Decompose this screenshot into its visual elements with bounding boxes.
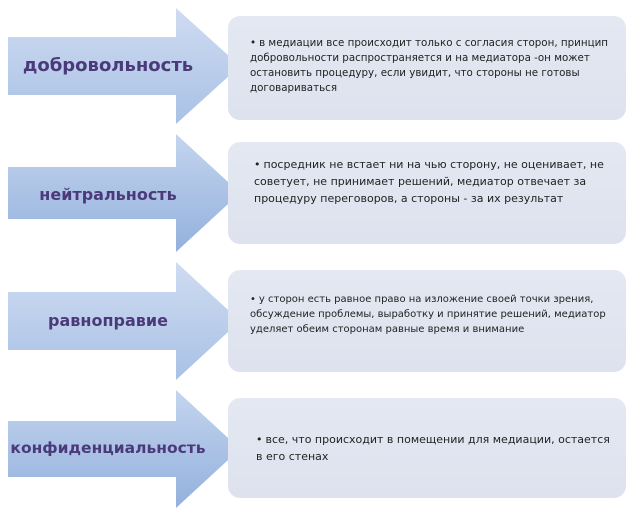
principle-label: равноправие bbox=[48, 311, 168, 330]
bullet-icon: • bbox=[256, 433, 263, 446]
principle-row-voluntariness bbox=[0, 8, 630, 124]
principle-label: добровольность bbox=[22, 55, 194, 76]
description-panel bbox=[228, 142, 626, 244]
description-panel bbox=[228, 398, 626, 498]
arrow-shape bbox=[8, 134, 243, 252]
description-text: • посредник не встает ни на чью сторону, не оценивает, не советует, не принимает решений, медиатор отвечает за процедуру переговоров, а стороны - за их результат bbox=[254, 158, 604, 205]
bullet-icon: • bbox=[250, 294, 256, 305]
principle-label: конфиденциальность bbox=[10, 439, 206, 457]
arrow-shape bbox=[8, 8, 243, 124]
description-text: • у сторон есть равное право на изложение своей точки зрения, обсуждение проблемы, выработку и принятие решений, медиатор уделяет обеим сторонам равные время и внимание bbox=[250, 294, 606, 335]
bullet-icon: • bbox=[250, 37, 257, 49]
description-text: • все, что происходит в помещении для медиации, остается в его стенах bbox=[256, 433, 610, 463]
description-panel bbox=[228, 270, 626, 372]
principle-label: нейтральность bbox=[39, 185, 177, 204]
arrow-shape bbox=[8, 262, 243, 380]
principle-row-equality bbox=[0, 262, 630, 380]
description-panel bbox=[228, 16, 626, 120]
principle-row-confidentiality bbox=[0, 390, 630, 508]
bullet-icon: • bbox=[254, 158, 261, 171]
description-text: • в медиации все происходит только с согласия сторон, принцип добровольности распространяется и на медиатора -он может остановить процедуру, если увидит, что стороны не готовы договариваться bbox=[250, 37, 609, 94]
principle-row-neutrality bbox=[0, 134, 630, 252]
arrow-shape bbox=[8, 390, 243, 508]
